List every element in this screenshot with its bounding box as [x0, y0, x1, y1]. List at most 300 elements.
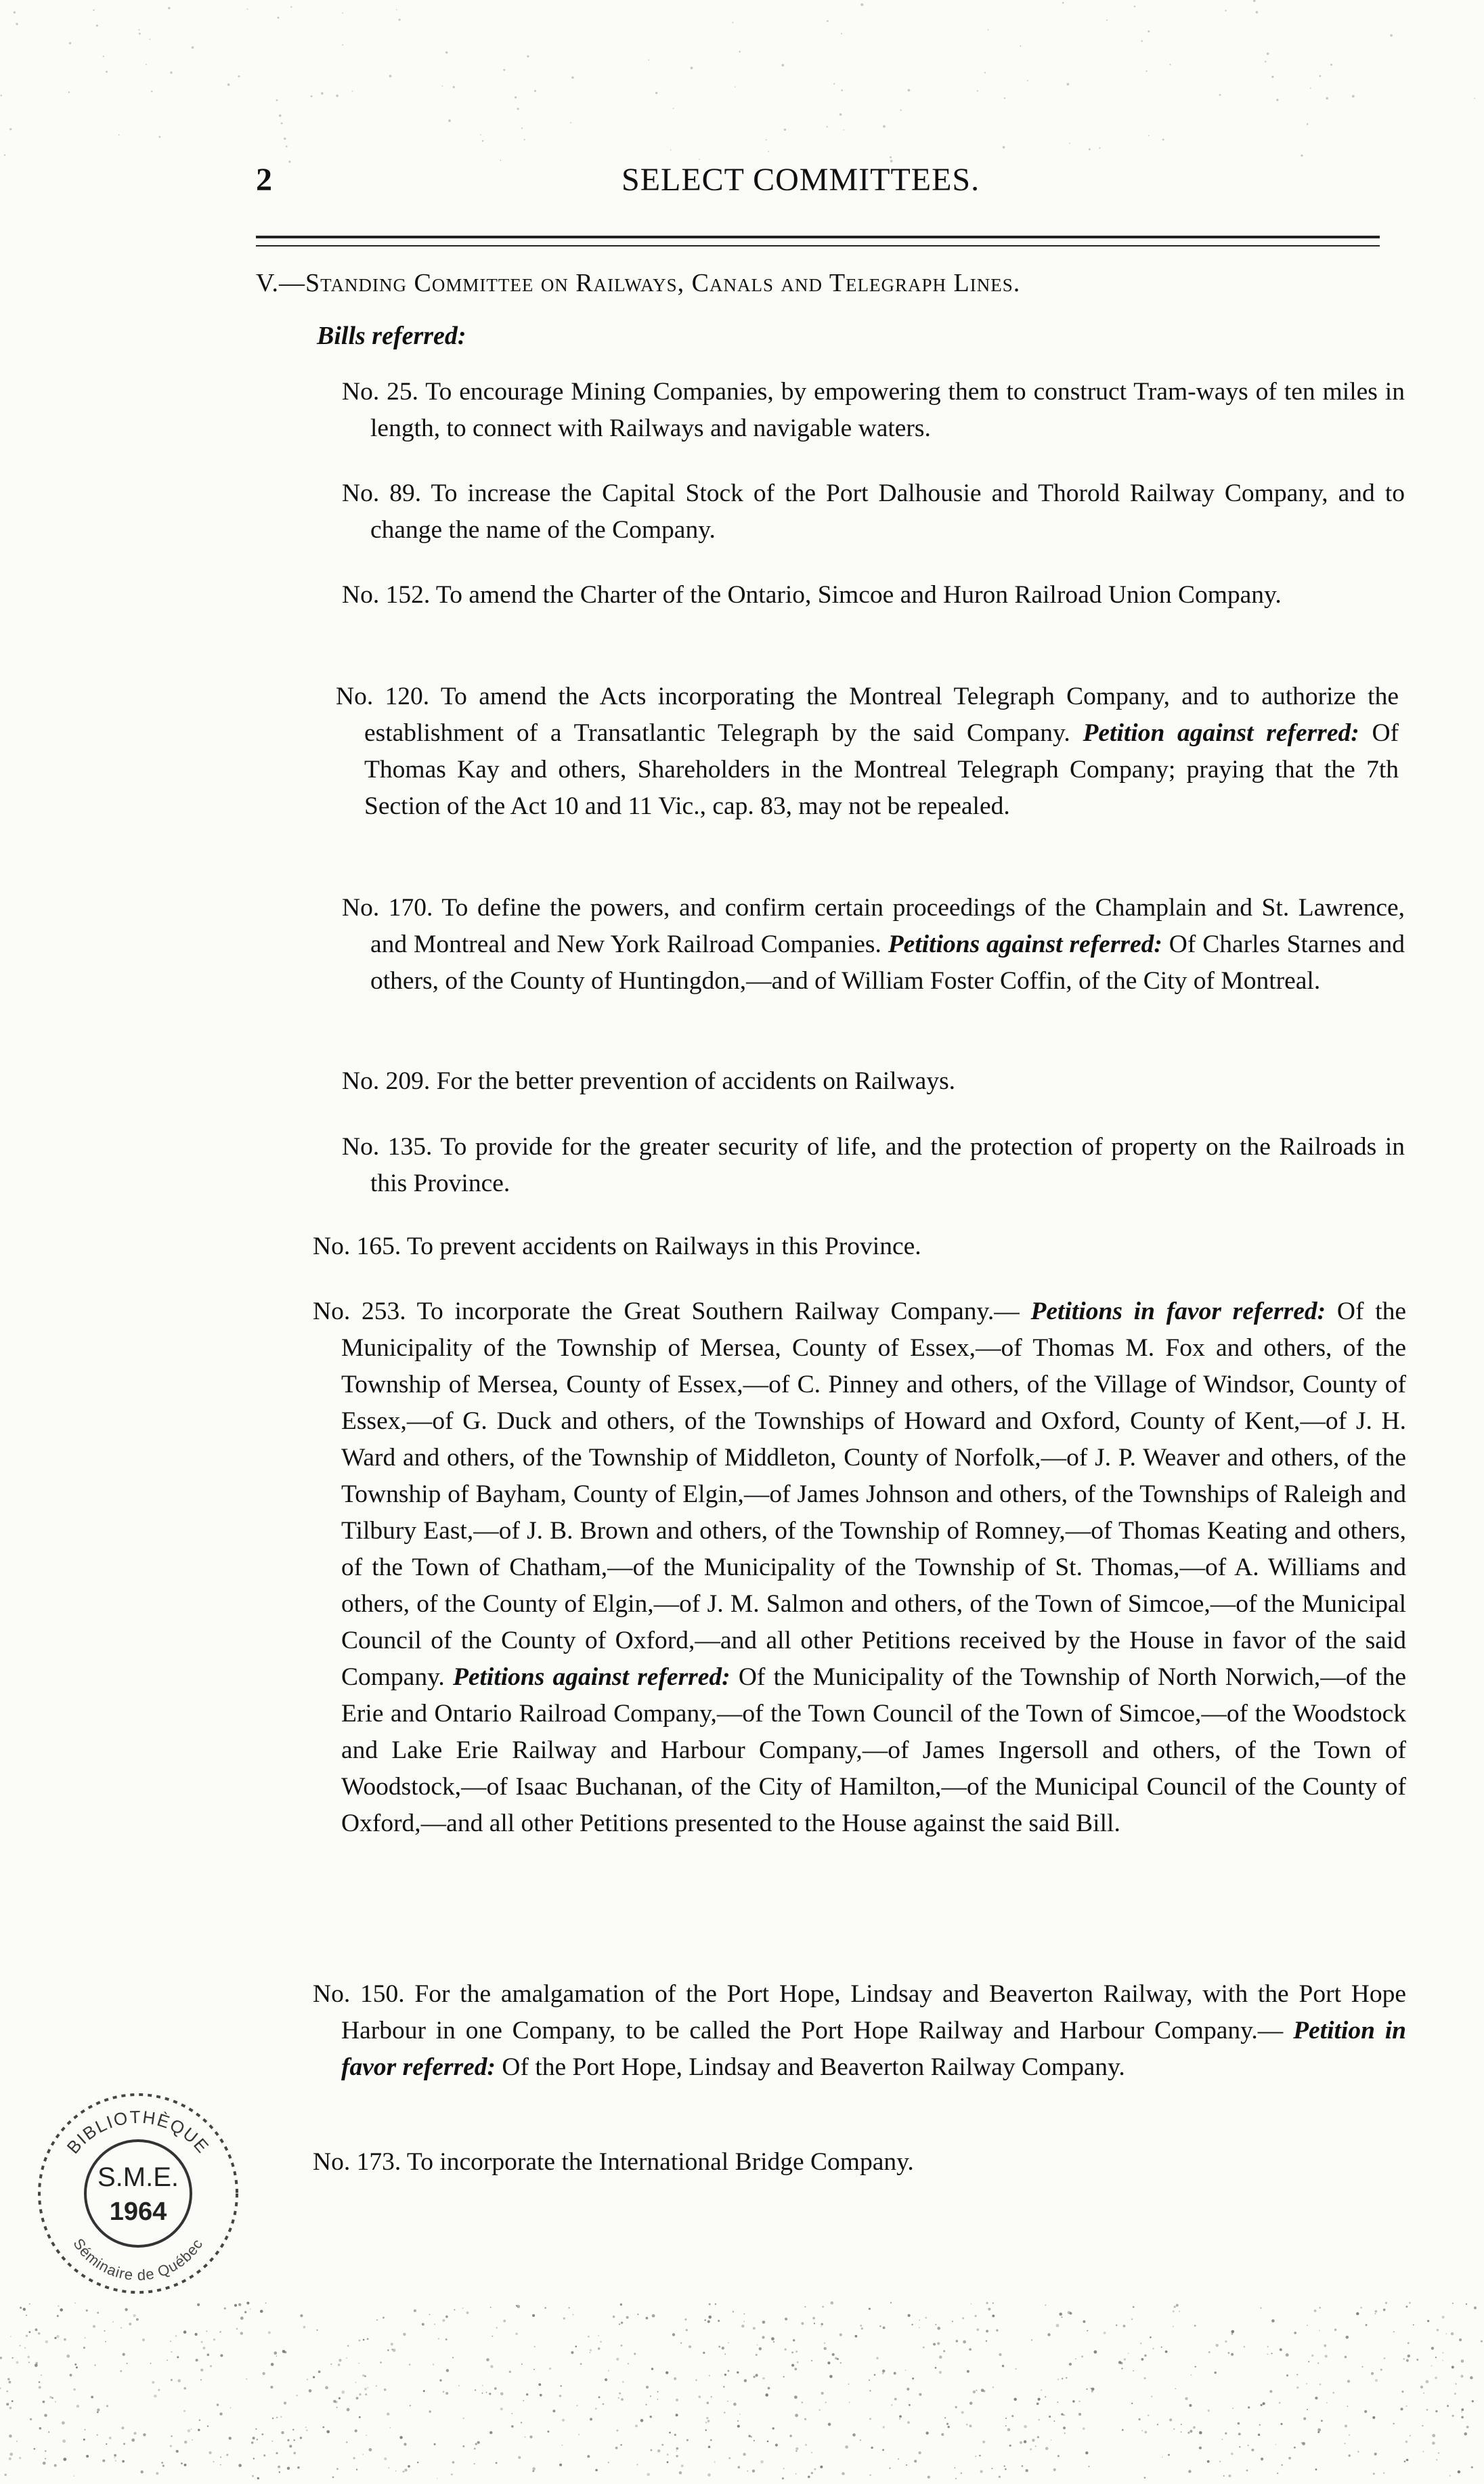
speckle-dot	[177, 2356, 179, 2358]
speckle-dot	[475, 2389, 476, 2391]
speckle-dot	[439, 2379, 441, 2381]
speckle-dot	[154, 2395, 157, 2398]
speckle-dot	[1148, 30, 1150, 33]
speckle-dot	[1319, 2307, 1321, 2309]
speckle-dot	[1091, 2391, 1093, 2393]
speckle-dot	[114, 2454, 116, 2457]
speckle-dot	[1356, 2312, 1359, 2315]
speckle-dot	[177, 2379, 181, 2382]
speckle-dot	[330, 2363, 332, 2365]
speckle-dot	[706, 2417, 708, 2419]
speckle-dot	[443, 2391, 445, 2393]
speckle-dot	[1030, 2448, 1032, 2450]
speckle-dot	[1223, 2475, 1225, 2477]
speckle-dot	[1027, 80, 1028, 81]
speckle-dot	[785, 2349, 787, 2351]
speckle-dot	[409, 2363, 411, 2365]
speckle-dot	[869, 2308, 871, 2310]
speckle-dot	[735, 87, 736, 88]
speckle-dot	[364, 2376, 366, 2378]
speckle-dot	[494, 2387, 497, 2390]
speckle-dot	[975, 2315, 977, 2317]
speckle-dot	[980, 2470, 983, 2473]
speckle-dot	[1294, 2332, 1296, 2334]
speckle-dot	[16, 2361, 19, 2364]
speckle-dot	[711, 2396, 712, 2397]
speckle-dot	[276, 2417, 278, 2418]
speckle-dot	[648, 60, 649, 61]
speckle-dot	[123, 2353, 125, 2356]
speckle-dot	[170, 2340, 171, 2342]
speckle-dot	[1190, 2430, 1192, 2433]
speckle-dot	[332, 2477, 334, 2479]
speckle-dot	[1199, 2431, 1202, 2435]
speckle-dot	[992, 2386, 994, 2388]
speckle-dot	[804, 2306, 806, 2307]
speckle-dot	[74, 2363, 77, 2365]
speckle-dot	[578, 2434, 580, 2435]
speckle-dot	[445, 2338, 448, 2340]
speckle-dot	[384, 2458, 387, 2460]
speckle-dot	[1231, 2353, 1234, 2356]
speckle-dot	[284, 2401, 286, 2404]
speckle-dot	[206, 2331, 207, 2332]
speckle-dot	[517, 108, 519, 110]
speckle-dot	[105, 2341, 106, 2342]
speckle-dot	[1442, 2316, 1445, 2319]
bill-number: No. 120.	[336, 683, 430, 710]
speckle-dot	[939, 2355, 942, 2359]
speckle-dot	[737, 2420, 739, 2422]
speckle-dot	[313, 2376, 315, 2378]
speckle-dot	[821, 2392, 824, 2395]
speckle-dot	[709, 2303, 711, 2305]
speckle-dot	[503, 69, 505, 71]
speckle-dot	[699, 159, 700, 160]
speckle-dot	[62, 2421, 65, 2424]
speckle-dot	[9, 2453, 13, 2456]
speckle-dot	[722, 2347, 724, 2349]
speckle-dot	[804, 2418, 806, 2420]
speckle-dot	[339, 2359, 341, 2361]
speckle-dot	[710, 2439, 712, 2441]
speckle-dot	[983, 2390, 986, 2393]
speckle-dot	[122, 2460, 125, 2463]
speckle-dot	[559, 2464, 562, 2466]
speckle-dot	[829, 2375, 833, 2378]
speckle-dot	[296, 2395, 298, 2397]
speckle-dot	[1069, 143, 1070, 144]
speckle-dot	[890, 2468, 891, 2469]
speckle-dot	[240, 2317, 244, 2320]
speckle-dot	[1175, 2389, 1176, 2390]
speckle-dot	[482, 2385, 483, 2386]
speckle-dot	[1319, 2384, 1322, 2386]
speckle-dot	[1277, 2472, 1278, 2474]
speckle-dot	[891, 2404, 892, 2405]
speckle-dot	[1116, 2324, 1117, 2326]
speckle-dot	[93, 9, 94, 11]
speckle-dot	[828, 2423, 831, 2426]
speckle-dot	[1279, 2402, 1281, 2404]
speckle-dot	[399, 19, 401, 21]
speckle-dot	[209, 2451, 211, 2454]
speckle-dot	[860, 3, 863, 6]
speckle-dot	[1435, 2377, 1437, 2380]
speckle-dot	[1256, 11, 1259, 14]
speckle-dot	[56, 2335, 59, 2338]
speckle-dot	[1267, 2353, 1268, 2355]
speckle-dot	[210, 2365, 212, 2368]
speckle-dot	[707, 2473, 711, 2477]
speckle-dot	[852, 2433, 856, 2437]
speckle-dot	[279, 2471, 280, 2472]
speckle-dot	[70, 2374, 72, 2376]
speckle-dot	[840, 2362, 842, 2363]
speckle-dot	[955, 2467, 956, 2468]
speckle-dot	[136, 2318, 139, 2321]
stamp-arc-bottom: Séminaire de Québec	[70, 2235, 206, 2284]
speckle-dot	[219, 2331, 221, 2332]
speckle-dot	[26, 2315, 27, 2316]
speckle-dot	[28, 2361, 30, 2363]
speckle-dot	[1089, 148, 1091, 150]
speckle-dot	[1375, 2379, 1378, 2382]
speckle-dot	[1345, 2356, 1347, 2359]
speckle-dot	[1384, 2357, 1386, 2359]
speckle-dot	[676, 2450, 678, 2451]
speckle-dot	[750, 2436, 752, 2438]
speckle-dot	[405, 2469, 408, 2472]
speckle-dot	[1062, 2317, 1063, 2318]
speckle-dot	[1466, 2303, 1467, 2305]
speckle-dot	[890, 156, 892, 158]
speckle-dot	[547, 2431, 549, 2433]
speckle-dot	[1215, 2372, 1217, 2374]
speckle-dot	[1181, 2431, 1182, 2433]
speckle-dot	[511, 2425, 513, 2427]
bill-text: To prevent accidents on Railways in this Province.	[406, 1233, 921, 1260]
speckle-dot	[39, 2381, 41, 2383]
speckle-dot	[91, 2396, 93, 2399]
stamp-line-2: 1964	[109, 2198, 167, 2226]
speckle-dot	[961, 2411, 964, 2414]
speckle-dot	[962, 2317, 964, 2319]
speckle-dot	[839, 113, 842, 116]
speckle-dot	[835, 2357, 837, 2360]
speckle-dot	[768, 2387, 770, 2390]
speckle-dot	[982, 2441, 985, 2443]
speckle-dot	[561, 2385, 562, 2386]
speckle-dot	[51, 2397, 53, 2399]
speckle-dot	[1375, 2313, 1376, 2315]
speckle-dot	[1057, 2401, 1059, 2403]
speckle-dot	[986, 2330, 988, 2332]
speckle-dot	[1140, 2342, 1141, 2344]
speckle-dot	[1004, 2466, 1005, 2467]
speckle-dot	[289, 2445, 292, 2447]
speckle-dot	[1438, 2452, 1439, 2454]
speckle-dot	[389, 75, 392, 78]
petition-label: Petitions against referred:	[888, 930, 1162, 958]
speckle-dot	[825, 2402, 827, 2403]
speckle-dot	[292, 2429, 294, 2431]
speckle-dot	[849, 2402, 850, 2403]
speckle-dot	[227, 83, 230, 86]
speckle-dot	[336, 2468, 339, 2470]
speckle-dot	[355, 2382, 357, 2383]
speckle-dot	[1461, 2412, 1462, 2413]
speckle-dot	[97, 2408, 100, 2411]
speckle-dot	[1321, 2420, 1323, 2422]
speckle-dot	[669, 2432, 671, 2434]
bill-text: To encourage Mining Companies, by empowering them to construct Tram-ways of ten miles in length, to connect with Railways and navigable waters.	[370, 378, 1405, 442]
speckle-dot	[1461, 2416, 1464, 2419]
speckle-dot	[10, 2336, 12, 2338]
speckle-dot	[305, 2426, 307, 2428]
speckle-dot	[1426, 2380, 1429, 2384]
speckle-dot	[979, 2455, 980, 2456]
speckle-dot	[655, 92, 657, 94]
speckle-dot	[1070, 2312, 1072, 2315]
speckle-dot	[723, 2386, 724, 2387]
speckle-dot	[1228, 2352, 1230, 2354]
speckle-dot	[966, 2424, 968, 2426]
speckle-dot	[1238, 2433, 1241, 2435]
speckle-dot	[134, 2432, 137, 2435]
speckle-dot	[271, 2363, 274, 2366]
speckle-dot	[521, 2363, 523, 2365]
speckle-dot	[718, 2320, 720, 2322]
speckle-dot	[1275, 2444, 1277, 2445]
petition-label: Petition in favor referred:	[341, 2017, 1407, 2081]
speckle-dot	[976, 2328, 979, 2331]
speckle-dot	[76, 2366, 78, 2368]
speckle-dot	[362, 2374, 364, 2376]
speckle-dot	[636, 2464, 638, 2465]
speckle-dot	[562, 2419, 565, 2422]
speckle-dot	[199, 2420, 200, 2421]
speckle-dot	[1187, 2432, 1190, 2434]
speckle-dot	[4, 2474, 7, 2477]
speckle-dot	[1222, 2439, 1223, 2440]
speckle-dot	[600, 2341, 602, 2343]
speckle-dot	[900, 110, 902, 111]
speckle-dot	[287, 2439, 289, 2441]
page-number: 2	[256, 162, 272, 198]
speckle-dot	[969, 2402, 973, 2405]
speckle-dot	[198, 2429, 200, 2431]
speckle-dot	[20, 2307, 22, 2309]
speckle-dot	[62, 2439, 66, 2443]
speckle-dot	[935, 2367, 937, 2369]
speckle-dot	[74, 2475, 75, 2477]
speckle-dot	[158, 136, 160, 138]
speckle-dot	[224, 2307, 226, 2309]
speckle-dot	[1269, 2390, 1272, 2393]
bill-text: To define the powers, and confirm certain proceedings of the Champlain and St. Lawrence, and Montreal and New York Railroad Companies.	[370, 894, 1405, 958]
speckle-dot	[752, 2470, 755, 2472]
speckle-dot	[939, 2371, 942, 2374]
speckle-dot	[161, 2462, 163, 2464]
speckle-dot	[229, 2437, 232, 2439]
speckle-dot	[1174, 2306, 1176, 2308]
speckle-dot	[759, 2347, 762, 2350]
speckle-dot	[1081, 2355, 1083, 2357]
speckle-dot	[1045, 2305, 1046, 2306]
speckle-dot	[86, 2309, 88, 2311]
speckle-dot	[1362, 2366, 1363, 2368]
speckle-dot	[282, 2350, 286, 2353]
speckle-dot	[845, 2445, 848, 2449]
speckle-dot	[1349, 2454, 1351, 2456]
speckle-dot	[883, 2426, 885, 2428]
speckle-dot	[791, 2364, 794, 2367]
speckle-dot	[1139, 2418, 1141, 2420]
speckle-dot	[744, 2379, 747, 2382]
speckle-dot	[445, 51, 448, 53]
speckle-dot	[376, 2319, 378, 2321]
speckle-dot	[482, 2393, 483, 2394]
speckle-dot	[448, 119, 451, 122]
speckle-dot	[905, 2370, 907, 2371]
speckle-dot	[191, 2428, 192, 2430]
speckle-dot	[346, 2357, 347, 2359]
speckle-dot	[195, 2333, 198, 2336]
speckle-dot	[34, 2448, 36, 2450]
speckle-dot	[325, 2386, 328, 2389]
speckle-dot	[1150, 2336, 1152, 2338]
speckle-dot	[1390, 35, 1393, 37]
speckle-dot	[276, 2355, 278, 2357]
speckle-dot	[1352, 95, 1355, 98]
speckle-dot	[760, 2460, 764, 2464]
speckle-dot	[1349, 2435, 1350, 2436]
speckle-dot	[1161, 2347, 1162, 2348]
speckle-dot	[674, 2377, 676, 2380]
speckle-dot	[1307, 123, 1309, 125]
speckle-dot	[1036, 2403, 1039, 2405]
speckle-dot	[841, 33, 842, 35]
speckle-dot	[1403, 2358, 1405, 2359]
speckle-dot	[1005, 2425, 1007, 2426]
speckle-dot	[1296, 2374, 1298, 2376]
speckle-dot	[1432, 2434, 1435, 2437]
speckle-dot	[608, 2370, 609, 2372]
speckle-dot	[342, 44, 343, 45]
speckle-dot	[451, 2474, 453, 2476]
speckle-dot	[1406, 2459, 1409, 2462]
bill-entry	[342, 1063, 1405, 1100]
speckle-dot	[1144, 2377, 1146, 2379]
speckle-dot	[1460, 2375, 1463, 2378]
speckle-dot	[438, 2338, 439, 2340]
speckle-dot	[246, 2302, 249, 2305]
speckle-dot	[676, 2399, 678, 2401]
speckle-dot	[1229, 2475, 1231, 2477]
speckle-dot	[842, 2472, 844, 2475]
speckle-dot	[0, 2387, 1, 2389]
speckle-dot	[60, 2309, 63, 2312]
speckle-dot	[708, 2315, 712, 2319]
speckle-dot	[338, 2363, 341, 2366]
speckle-dot	[1461, 2359, 1464, 2363]
speckle-dot	[527, 56, 529, 58]
speckle-dot	[489, 2393, 491, 2395]
speckle-dot	[188, 2429, 190, 2432]
speckle-dot	[768, 151, 769, 152]
speckle-dot	[869, 2475, 871, 2476]
speckle-dot	[151, 91, 152, 92]
speckle-dot	[753, 2327, 756, 2330]
speckle-dot	[1422, 2425, 1423, 2426]
speckle-dot	[762, 2321, 766, 2324]
bill-text: To incorporate the International Bridge Company.	[406, 2148, 914, 2176]
speckle-dot	[1253, 0, 1256, 2]
speckle-dot	[28, 2331, 30, 2333]
speckle-dot	[347, 2408, 350, 2412]
speckle-dot	[1056, 2324, 1060, 2328]
speckle-dot	[1199, 2447, 1202, 2449]
speckle-dot	[1176, 2304, 1179, 2307]
speckle-dot	[1454, 2393, 1456, 2395]
speckle-dot	[976, 2390, 977, 2391]
speckle-dot	[955, 2406, 957, 2408]
speckle-dot	[261, 2433, 263, 2435]
speckle-dot	[516, 2305, 517, 2307]
speckle-dot	[552, 2410, 555, 2412]
speckle-dot	[1437, 2329, 1439, 2331]
speckle-dot	[635, 2424, 638, 2427]
speckle-dot	[64, 2338, 66, 2341]
speckle-dot	[521, 2422, 522, 2423]
speckle-dot	[347, 2345, 349, 2347]
speckle-dot	[1311, 2355, 1313, 2357]
speckle-dot	[1466, 2426, 1469, 2428]
speckle-dot	[358, 2363, 359, 2364]
speckle-dot	[570, 122, 571, 123]
speckle-dot	[534, 90, 536, 92]
speckle-dot	[333, 2400, 336, 2403]
speckle-dot	[1086, 2389, 1087, 2390]
speckle-dot	[1179, 2311, 1180, 2312]
speckle-dot	[793, 2339, 795, 2341]
speckle-dot	[1436, 2459, 1437, 2460]
speckle-dot	[707, 2401, 710, 2404]
speckle-dot	[707, 2420, 710, 2422]
speckle-dot	[300, 2314, 303, 2317]
speckle-dot	[743, 2321, 745, 2322]
speckle-dot	[1007, 2428, 1011, 2432]
speckle-dot	[1267, 2346, 1269, 2347]
speckle-dot	[981, 2389, 984, 2392]
speckle-dot	[1191, 2374, 1192, 2376]
speckle-dot	[359, 2416, 361, 2418]
speckle-dot	[1195, 2366, 1196, 2368]
speckle-dot	[686, 2329, 688, 2331]
speckle-dot	[1026, 2469, 1028, 2472]
speckle-dot	[12, 2357, 14, 2359]
svg-text:Séminaire de Québec	[70, 2235, 206, 2284]
speckle-dot	[1366, 2324, 1368, 2326]
speckle-dot	[1162, 139, 1164, 141]
speckle-dot	[1445, 2333, 1447, 2334]
speckle-dot	[1422, 2451, 1424, 2452]
speckle-dot	[492, 2336, 493, 2337]
speckle-dot	[1085, 2451, 1088, 2454]
speckle-dot	[728, 2457, 730, 2459]
speckle-dot	[1375, 2310, 1378, 2313]
